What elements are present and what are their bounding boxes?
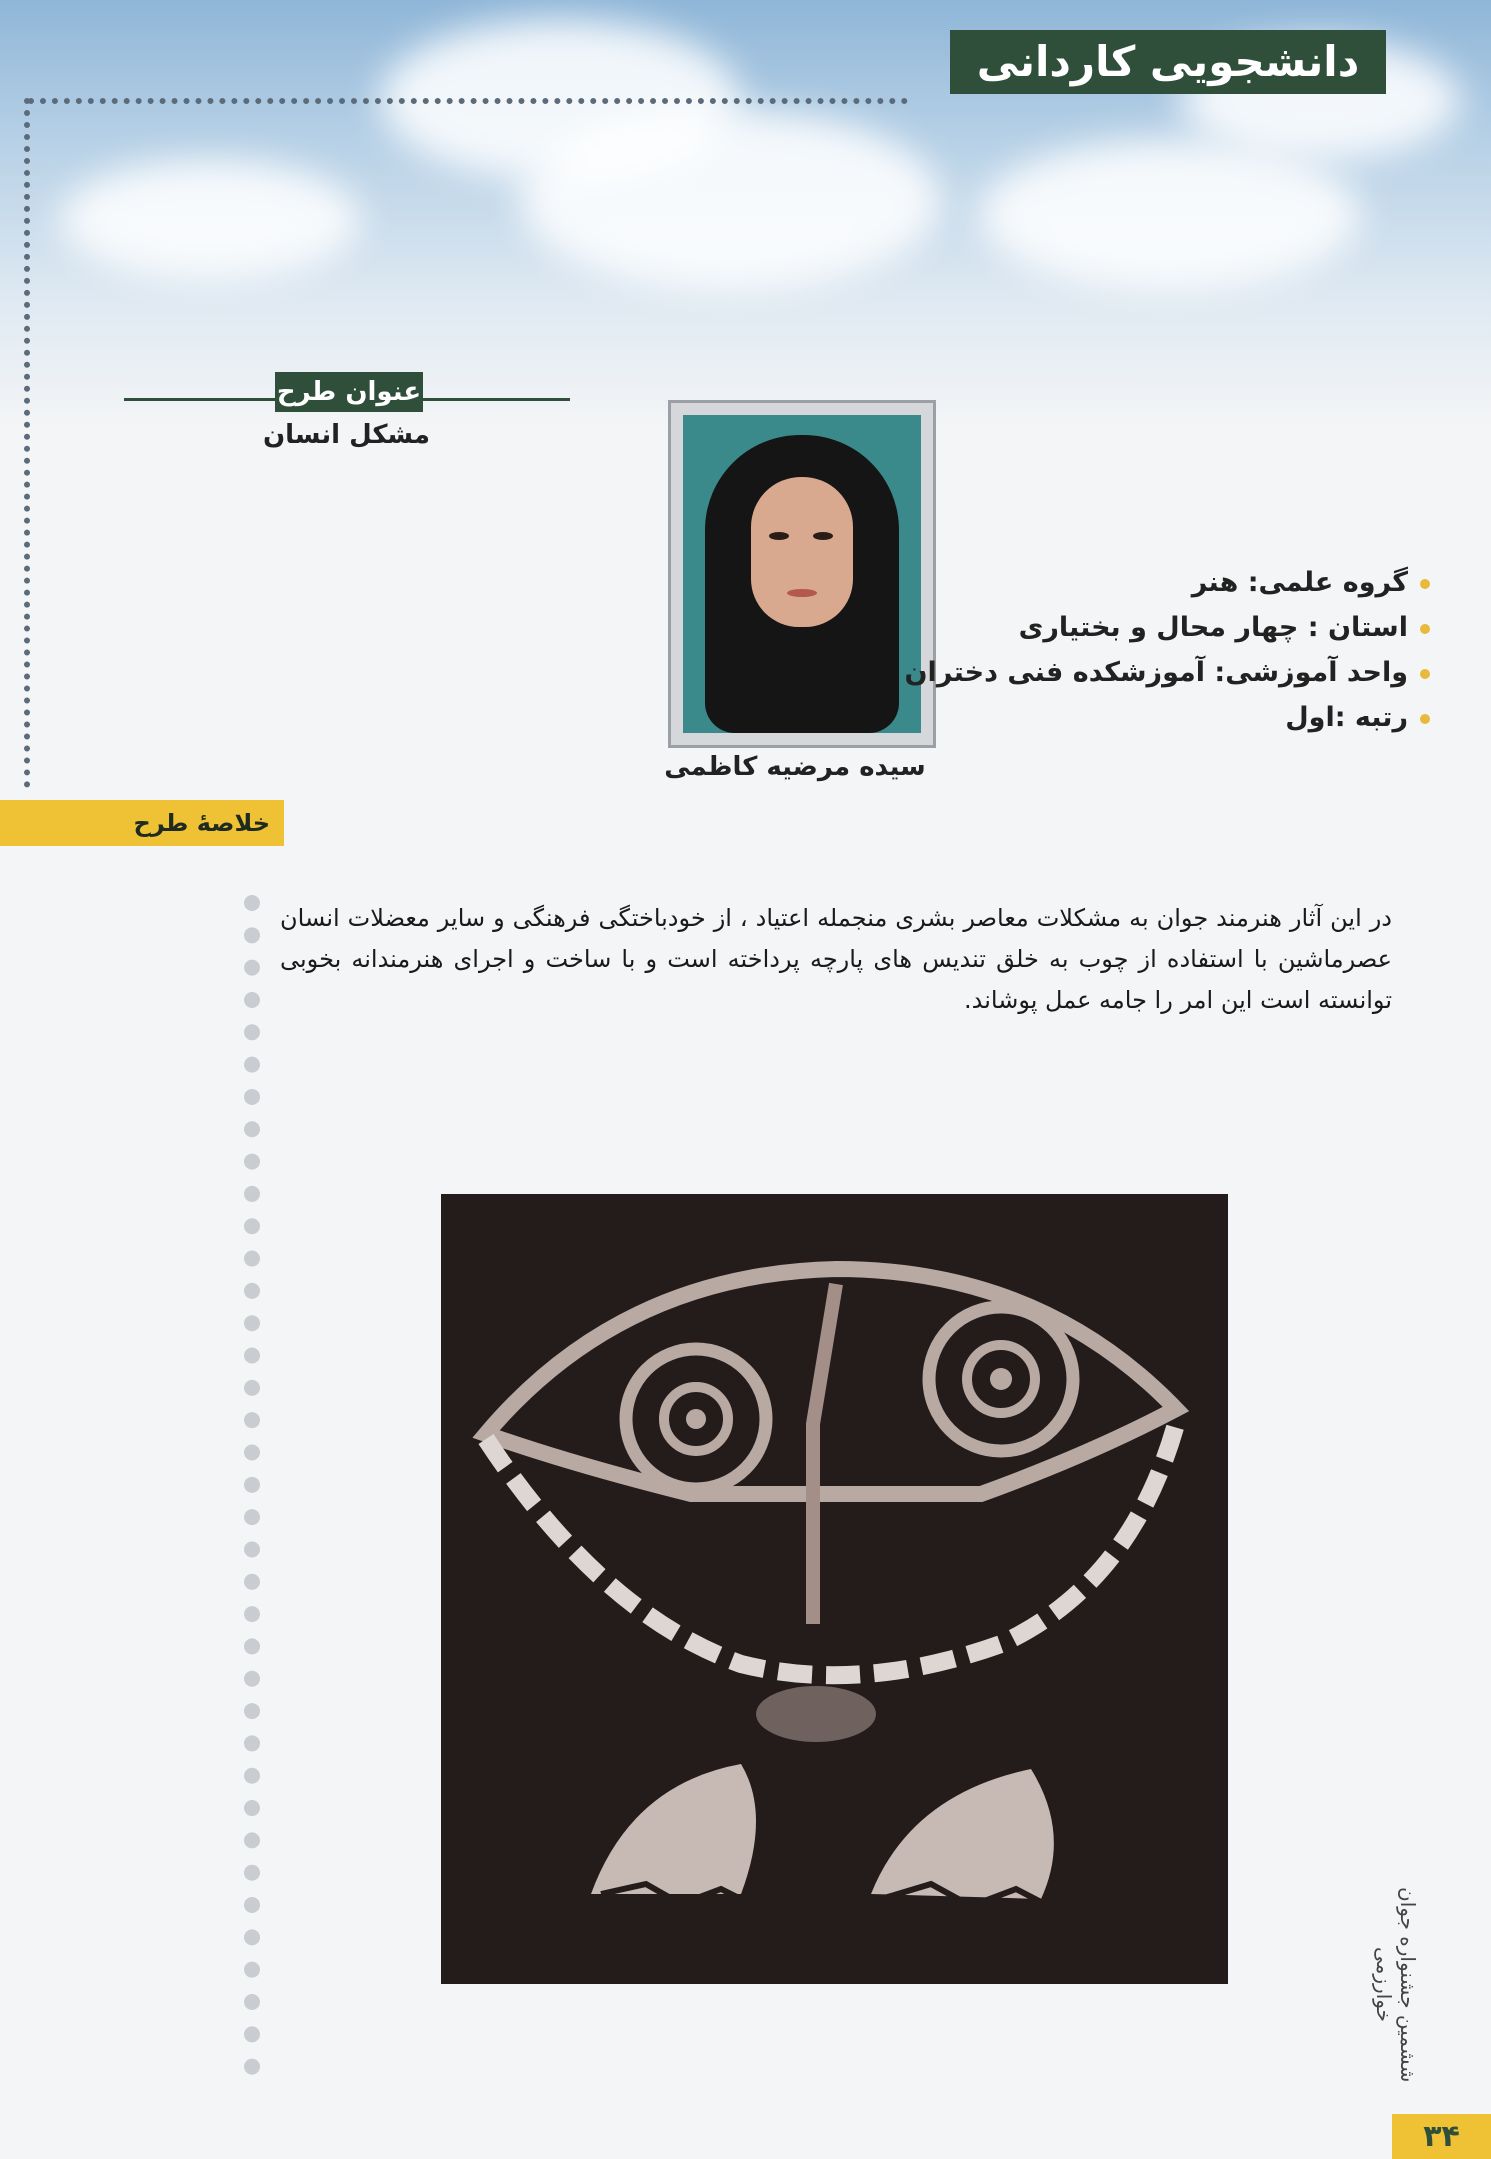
sculpture-image <box>441 1194 1228 1984</box>
portrait-face <box>751 477 853 627</box>
info-list <box>904 560 1430 740</box>
info-item-unit: واحد آموزشی: آموزشکده فنی دختران <box>960 650 1430 695</box>
project-title-value: مشکل انسان <box>262 420 430 450</box>
dotted-border-left <box>24 98 30 788</box>
person-name: سیده مرضیه کاظمی <box>664 752 926 782</box>
dotted-border-left-body <box>244 895 260 2075</box>
bullet-icon <box>1420 624 1430 634</box>
info-item-province: استان : چهار محال و بختیاری <box>960 605 1430 650</box>
journal-vertical-title: ششمین جشنواره جوان خوارزمی <box>1372 1886 1420 2083</box>
bullet-icon <box>1420 579 1430 589</box>
portrait-photo-frame <box>668 400 936 748</box>
dotted-border-top <box>28 98 908 104</box>
page-number: ۳۴ <box>1392 2114 1491 2159</box>
page-header-title: دانشجویی کاردانی <box>950 30 1386 94</box>
bullet-icon <box>1420 714 1430 724</box>
portrait-photo <box>683 415 921 733</box>
info-item-rank: رتبه :اول <box>960 695 1430 740</box>
bullet-icon <box>1420 669 1430 679</box>
project-title-label: عنوان طرح <box>275 372 423 412</box>
summary-label: خلاصهٔ طرح <box>133 809 270 837</box>
info-item-group: گروه علمی: هنر <box>960 560 1430 605</box>
summary-text: در این آثار هنرمند جوان به مشکلات معاصر بشری منجمله اعتیاد ، از خودباختگی فرهنگی و سایر معضلات انسان عصرماشین با استفاده از چوب به خلق تندیس های پارچه پرداخته است و با ساخت و اجرای هنرمندانه بخوبی توانسته است این امر را جامه عمل پوشاند. <box>280 904 1392 1014</box>
artwork-photo <box>441 1194 1228 1984</box>
